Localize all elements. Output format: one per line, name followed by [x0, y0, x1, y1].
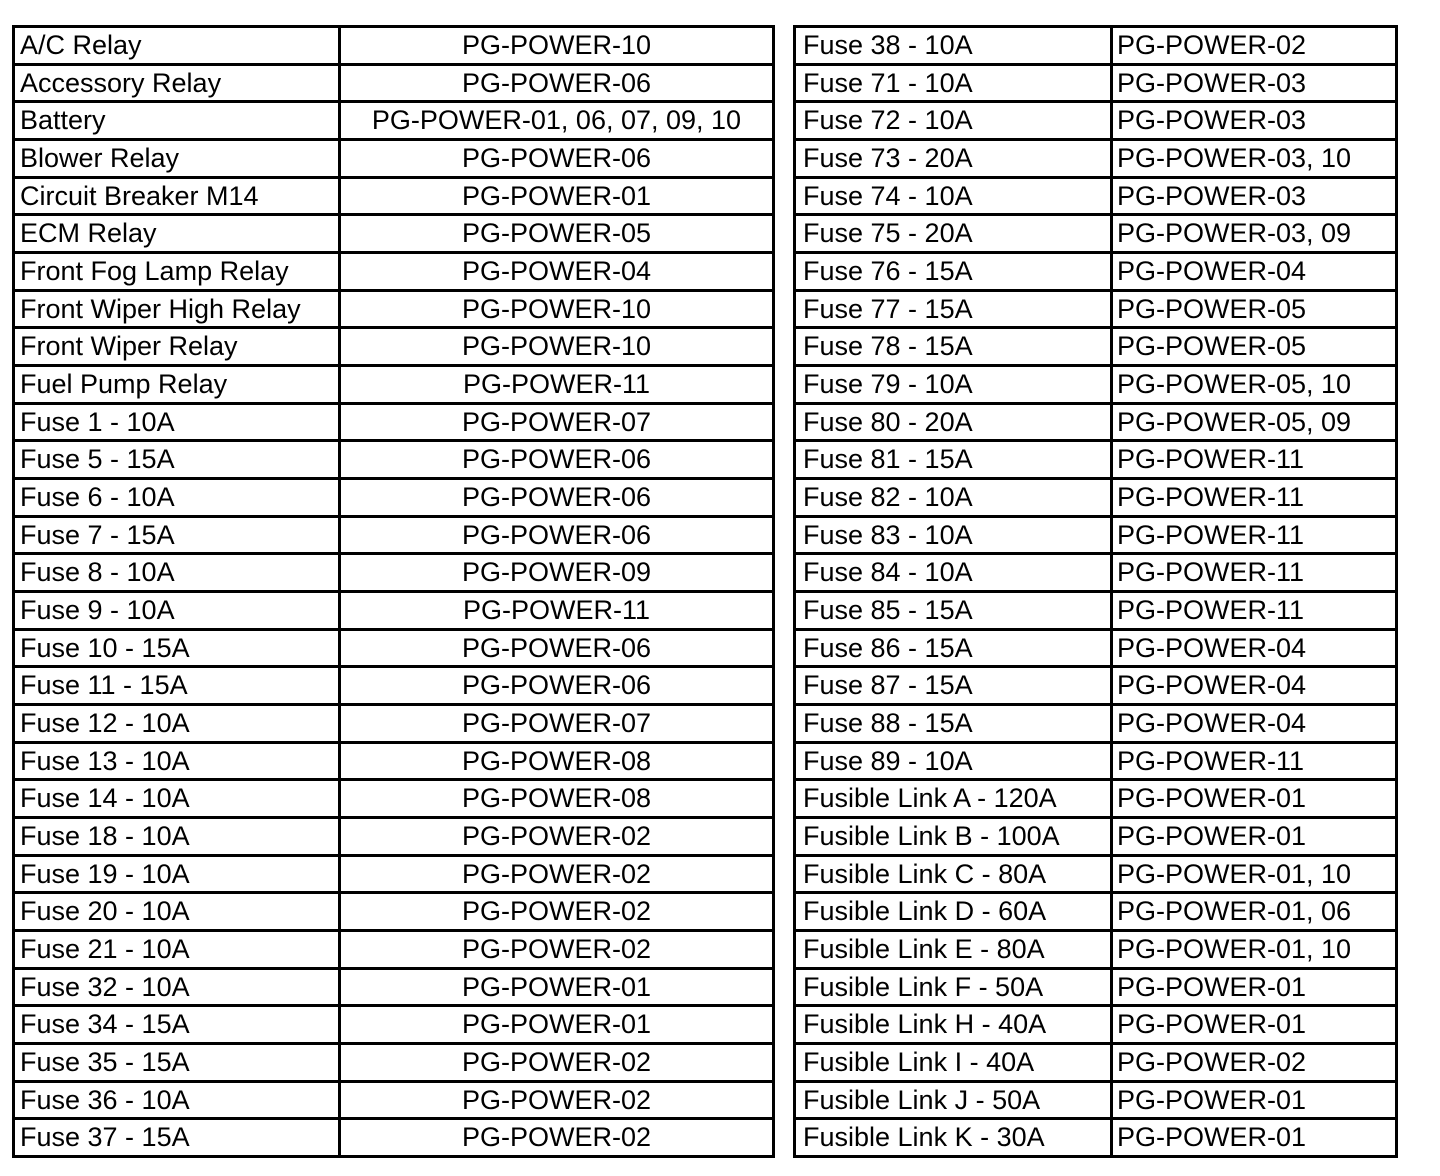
- component-name-cell: Fusible Link J - 50A: [796, 1083, 1113, 1118]
- component-name-cell: Fuse 1 - 10A: [15, 405, 341, 440]
- page-reference-cell: PG-POWER-09: [461, 557, 652, 588]
- table-row: [796, 967, 1395, 1005]
- page-reference-cell: PG-POWER-02: [461, 896, 652, 927]
- page-reference-cell: PG-POWER-01: [1117, 1122, 1307, 1153]
- table-row: [15, 439, 772, 477]
- table-row: [796, 289, 1395, 327]
- component-name-cell: Fuse 78 - 15A: [796, 329, 1113, 364]
- component-name-cell: Fuse 85 - 15A: [796, 593, 1113, 628]
- table-row: [15, 741, 772, 779]
- page-reference-cell: PG-POWER-04: [1117, 255, 1307, 286]
- page-reference-cell: PG-POWER-01: [1117, 783, 1307, 814]
- page-reference-cell: PG-POWER-10: [461, 29, 652, 60]
- table-row: [15, 138, 772, 176]
- component-name-cell: Fuse 84 - 10A: [796, 555, 1113, 590]
- component-name-cell: Fusible Link B - 100A: [796, 819, 1113, 854]
- component-name-cell: Fuse 75 - 20A: [796, 216, 1113, 251]
- page-reference-cell: PG-POWER-02: [461, 933, 652, 964]
- component-name-cell: Fuse 89 - 10A: [796, 744, 1113, 779]
- component-name-cell: Fuse 5 - 15A: [15, 442, 341, 477]
- table-row: [796, 628, 1395, 666]
- table-row: [796, 251, 1395, 289]
- table-row: [796, 1080, 1395, 1118]
- table-row: [15, 251, 772, 289]
- page-reference-cell: PG-POWER-01: [1117, 1084, 1307, 1115]
- table-row: [15, 289, 772, 327]
- page-reference-cell: PG-POWER-05, 09: [1117, 406, 1352, 437]
- table-row: [796, 778, 1395, 816]
- table-row: [796, 1117, 1395, 1155]
- table-row: [15, 665, 772, 703]
- component-name-cell: Fuse 74 - 10A: [796, 179, 1113, 214]
- page-reference-cell: PG-POWER-01: [1117, 820, 1307, 851]
- component-name-cell: ECM Relay: [15, 216, 341, 251]
- right-index-table: [793, 25, 1398, 1158]
- table-row: [796, 515, 1395, 553]
- table-row: [15, 326, 772, 364]
- page-reference-cell: PG-POWER-07: [461, 707, 652, 738]
- page-reference-cell: PG-POWER-03: [1117, 67, 1307, 98]
- table-row: [15, 703, 772, 741]
- component-name-cell: Fusible Link H - 40A: [796, 1007, 1113, 1042]
- page-reference-cell: PG-POWER-03, 10: [1117, 142, 1352, 173]
- table-row: [796, 63, 1395, 101]
- page-reference-cell: PG-POWER-05: [461, 218, 652, 249]
- left-index-table: [12, 25, 775, 1158]
- table-row: [15, 176, 772, 214]
- component-name-cell: Fuse 35 - 15A: [15, 1045, 341, 1080]
- table-row: [15, 778, 772, 816]
- page-reference-cell: PG-POWER-06: [461, 67, 652, 98]
- page-reference-cell: PG-POWER-02: [461, 1122, 652, 1153]
- component-name-cell: Fuse 80 - 20A: [796, 405, 1113, 440]
- component-name-cell: Fuse 36 - 10A: [15, 1083, 341, 1118]
- table-row: [796, 477, 1395, 515]
- component-name-cell: Fuse 20 - 10A: [15, 894, 341, 929]
- page-reference-cell: PG-POWER-01, 06, 07, 09, 10: [371, 105, 742, 136]
- page-reference-cell: PG-POWER-06: [461, 142, 652, 173]
- page-reference-cell: PG-POWER-03, 09: [1117, 218, 1352, 249]
- table-row: [796, 703, 1395, 741]
- component-name-cell: Fuse 7 - 15A: [15, 518, 341, 553]
- component-name-cell: Front Fog Lamp Relay: [15, 254, 341, 289]
- table-row: [15, 1042, 772, 1080]
- page-reference-cell: PG-POWER-11: [1117, 745, 1305, 776]
- component-name-cell: Fuse 34 - 15A: [15, 1007, 341, 1042]
- page-reference-cell: PG-POWER-06: [461, 519, 652, 550]
- table-row: [796, 816, 1395, 854]
- table-row: [15, 364, 772, 402]
- page-reference-cell: PG-POWER-06: [461, 670, 652, 701]
- table-row: [15, 477, 772, 515]
- page-reference-cell: PG-POWER-01, 10: [1117, 933, 1352, 964]
- table-row: [796, 1042, 1395, 1080]
- page-reference-cell: PG-POWER-02: [461, 820, 652, 851]
- page-reference-cell: PG-POWER-11: [1117, 557, 1305, 588]
- component-name-cell: Fuse 6 - 10A: [15, 480, 341, 515]
- component-name-cell: Fuse 82 - 10A: [796, 480, 1113, 515]
- component-name-cell: Fuse 19 - 10A: [15, 857, 341, 892]
- page-reference-cell: PG-POWER-01: [1117, 1009, 1307, 1040]
- page-reference-cell: PG-POWER-11: [462, 594, 651, 625]
- component-name-cell: Fuse 18 - 10A: [15, 819, 341, 854]
- table-row: [15, 929, 772, 967]
- component-name-cell: Fusible Link A - 120A: [796, 781, 1113, 816]
- table-row: [796, 665, 1395, 703]
- component-name-cell: Fuse 71 - 10A: [796, 66, 1113, 101]
- component-name-cell: Fuse 13 - 10A: [15, 744, 341, 779]
- page-reference-cell: PG-POWER-07: [461, 406, 652, 437]
- page-reference-cell: PG-POWER-04: [1117, 670, 1307, 701]
- page-reference-cell: PG-POWER-01: [461, 971, 652, 1002]
- table-row: [796, 213, 1395, 251]
- table-row: [15, 891, 772, 929]
- table-row: [15, 854, 772, 892]
- component-name-cell: Fuse 37 - 15A: [15, 1120, 341, 1155]
- table-row: [15, 590, 772, 628]
- component-name-cell: Fuse 81 - 15A: [796, 442, 1113, 477]
- component-name-cell: Fuse 77 - 15A: [796, 292, 1113, 327]
- page-reference-cell: PG-POWER-01: [1117, 971, 1307, 1002]
- page-reference-cell: PG-POWER-11: [1117, 594, 1305, 625]
- component-name-cell: Fuse 87 - 15A: [796, 668, 1113, 703]
- component-name-cell: Fuse 10 - 15A: [15, 631, 341, 666]
- component-name-cell: Fuse 72 - 10A: [796, 103, 1113, 138]
- component-name-cell: Fuse 11 - 15A: [15, 668, 341, 703]
- table-row: [15, 100, 772, 138]
- page-reference-cell: PG-POWER-11: [1117, 444, 1305, 475]
- table-row: [796, 929, 1395, 967]
- table-row: [15, 628, 772, 666]
- page-reference-cell: PG-POWER-01: [461, 1009, 652, 1040]
- page-reference-cell: PG-POWER-08: [461, 745, 652, 776]
- page-reference-cell: PG-POWER-01, 06: [1117, 896, 1352, 927]
- table-row: [796, 590, 1395, 628]
- component-name-cell: Fuse 12 - 10A: [15, 706, 341, 741]
- component-name-cell: Fuse 79 - 10A: [796, 367, 1113, 402]
- component-name-cell: Fusible Link D - 60A: [796, 894, 1113, 929]
- page-reference-cell: PG-POWER-11: [462, 368, 651, 399]
- component-name-cell: Fuse 21 - 10A: [15, 932, 341, 967]
- page-reference-cell: PG-POWER-03: [1117, 105, 1307, 136]
- page-reference-cell: PG-POWER-05: [1117, 293, 1307, 324]
- component-name-cell: Fuse 76 - 15A: [796, 254, 1113, 289]
- table-row: [796, 138, 1395, 176]
- table-row: [796, 891, 1395, 929]
- component-name-cell: A/C Relay: [15, 28, 341, 63]
- page-reference-cell: PG-POWER-01: [461, 180, 652, 211]
- component-name-cell: Fusible Link K - 30A: [796, 1120, 1113, 1155]
- page-reference-cell: PG-POWER-10: [461, 293, 652, 324]
- component-name-cell: Fuse 88 - 15A: [796, 706, 1113, 741]
- page-reference-cell: PG-POWER-05, 10: [1117, 368, 1352, 399]
- table-row: [796, 176, 1395, 214]
- page-reference-cell: PG-POWER-04: [461, 255, 652, 286]
- page-reference-cell: PG-POWER-06: [461, 481, 652, 512]
- component-name-cell: Circuit Breaker M14: [15, 179, 341, 214]
- page-reference-cell: PG-POWER-11: [1117, 519, 1305, 550]
- component-name-cell: Fuse 32 - 10A: [15, 970, 341, 1005]
- page-reference-cell: PG-POWER-11: [1117, 481, 1305, 512]
- component-name-cell: Fusible Link C - 80A: [796, 857, 1113, 892]
- component-name-cell: Fuse 14 - 10A: [15, 781, 341, 816]
- table-row: [15, 1004, 772, 1042]
- table-row: [15, 1117, 772, 1155]
- table-row: [796, 854, 1395, 892]
- table-row: [15, 515, 772, 553]
- page-reference-cell: PG-POWER-02: [1117, 1046, 1307, 1077]
- component-name-cell: Front Wiper High Relay: [15, 292, 341, 327]
- page-reference-cell: PG-POWER-04: [1117, 707, 1307, 738]
- component-name-cell: Fuse 73 - 20A: [796, 141, 1113, 176]
- component-name-cell: Fuse 38 - 10A: [796, 28, 1113, 63]
- page-reference-cell: PG-POWER-10: [461, 331, 652, 362]
- table-row: [796, 28, 1395, 63]
- table-row: [796, 364, 1395, 402]
- page-reference-cell: PG-POWER-02: [1117, 29, 1307, 60]
- component-name-cell: Fuse 8 - 10A: [15, 555, 341, 590]
- page-reference-cell: PG-POWER-02: [461, 1046, 652, 1077]
- component-name-cell: Fusible Link I - 40A: [796, 1045, 1113, 1080]
- page-reference-cell: PG-POWER-06: [461, 444, 652, 475]
- component-name-cell: Fuse 86 - 15A: [796, 631, 1113, 666]
- table-row: [15, 213, 772, 251]
- page-reference-cell: PG-POWER-02: [461, 858, 652, 889]
- page-reference-cell: PG-POWER-03: [1117, 180, 1307, 211]
- table-row: [15, 552, 772, 590]
- table-row: [15, 402, 772, 440]
- component-name-cell: Battery: [15, 103, 341, 138]
- page-reference-cell: PG-POWER-05: [1117, 331, 1307, 362]
- component-name-cell: Accessory Relay: [15, 66, 341, 101]
- page-reference-cell: PG-POWER-04: [1117, 632, 1307, 663]
- table-row: [15, 1080, 772, 1118]
- page-reference-cell: PG-POWER-01, 10: [1117, 858, 1352, 889]
- page-reference-cell: PG-POWER-06: [461, 632, 652, 663]
- component-name-cell: Fusible Link E - 80A: [796, 932, 1113, 967]
- table-row: [796, 326, 1395, 364]
- table-row: [15, 816, 772, 854]
- component-name-cell: Fuse 9 - 10A: [15, 593, 341, 628]
- component-name-cell: Fuel Pump Relay: [15, 367, 341, 402]
- table-row: [796, 741, 1395, 779]
- page-reference-cell: PG-POWER-08: [461, 783, 652, 814]
- table-row: [15, 28, 772, 63]
- table-row: [796, 439, 1395, 477]
- table-row: [796, 552, 1395, 590]
- table-row: [796, 402, 1395, 440]
- page-reference-cell: PG-POWER-02: [461, 1084, 652, 1115]
- component-name-cell: Blower Relay: [15, 141, 341, 176]
- table-row: [15, 63, 772, 101]
- table-row: [796, 1004, 1395, 1042]
- table-row: [796, 100, 1395, 138]
- component-name-cell: Front Wiper Relay: [15, 329, 341, 364]
- component-name-cell: Fuse 83 - 10A: [796, 518, 1113, 553]
- component-name-cell: Fusible Link F - 50A: [796, 970, 1113, 1005]
- table-row: [15, 967, 772, 1005]
